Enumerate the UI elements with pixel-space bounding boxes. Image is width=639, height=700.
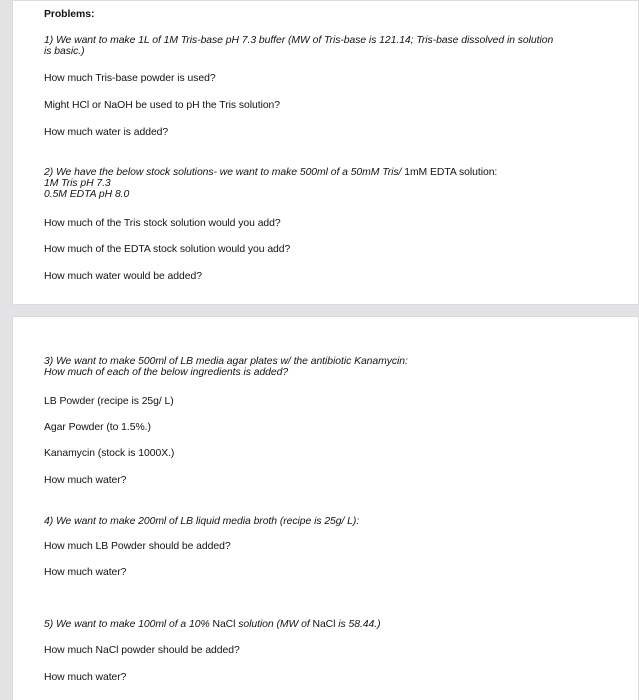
problem-3-statement-line-2: How much of each of the below ingredients is added? <box>44 367 289 378</box>
problem-2-question-1: How much of the Tris stock solution would you add? <box>44 218 281 229</box>
problem-5-statement-nacl-2: NaCl <box>312 619 336 630</box>
problem-2-question-2: How much of the EDTA stock solution would you add? <box>44 244 291 255</box>
problem-5-question-1: How much NaCl powder should be added? <box>44 645 240 656</box>
problem-3-statement-line-1: 3) We want to make 500ml of LB media agar plates w/ the antibiotic Kanamycin: <box>44 356 408 367</box>
page-1 <box>12 0 639 305</box>
problem-2-stock-edta: 0.5M EDTA pH 8.0 <box>44 189 130 200</box>
problem-3-item-agar-powder: Agar Powder (to 1.5%.) <box>44 422 151 433</box>
problems-heading: Problems: <box>44 9 95 20</box>
problem-1-question-3: How much water is added? <box>44 127 169 138</box>
problem-1-statement-line-2: is basic.) <box>44 46 85 57</box>
problem-4-question-2: How much water? <box>44 567 127 578</box>
problem-3-item-kanamycin: Kanamycin (stock is 1000X.) <box>44 448 175 459</box>
problem-2-statement-regular: 1mM EDTA solution: <box>401 167 498 178</box>
problem-1-question-2: Might HCl or NaOH be used to pH the Tris solution? <box>44 100 281 111</box>
problem-2-question-3: How much water would be added? <box>44 271 202 282</box>
problem-5-statement-nacl-1: NaCl <box>212 619 236 630</box>
problem-4-statement: 4) We want to make 200ml of LB liquid media broth (recipe is 25g/ L): <box>44 516 360 527</box>
problem-1-question-1: How much Tris-base powder is used? <box>44 73 216 84</box>
problem-2-statement-line-1 <box>44 167 497 179</box>
problem-5-statement <box>44 619 380 631</box>
problem-1-statement-line-1: 1) We want to make 1L of 1M Tris-base pH 7.3 buffer (MW of Tris-base is 121.14; Tris-base dissolved in solution <box>44 35 554 46</box>
problem-5-statement-part-a: 5) We want to make 100ml of a 10% <box>44 619 213 630</box>
problem-5-statement-part-c: solution (MW of <box>235 619 313 630</box>
problem-5-question-2: How much water? <box>44 672 127 683</box>
problem-2-stock-tris: 1M Tris pH 7.3 <box>44 178 111 189</box>
page-2 <box>12 316 639 700</box>
problem-4-question-1: How much LB Powder should be added? <box>44 541 231 552</box>
problem-3-question-water: How much water? <box>44 475 127 486</box>
problem-2-statement-italic: 2) We have the below stock solutions- we want to make 500ml of a 50mM Tris/ <box>44 167 402 178</box>
problem-5-statement-part-e: is 58.44.) <box>335 619 381 630</box>
problem-3-item-lb-powder: LB Powder (recipe is 25g/ L) <box>44 396 174 407</box>
